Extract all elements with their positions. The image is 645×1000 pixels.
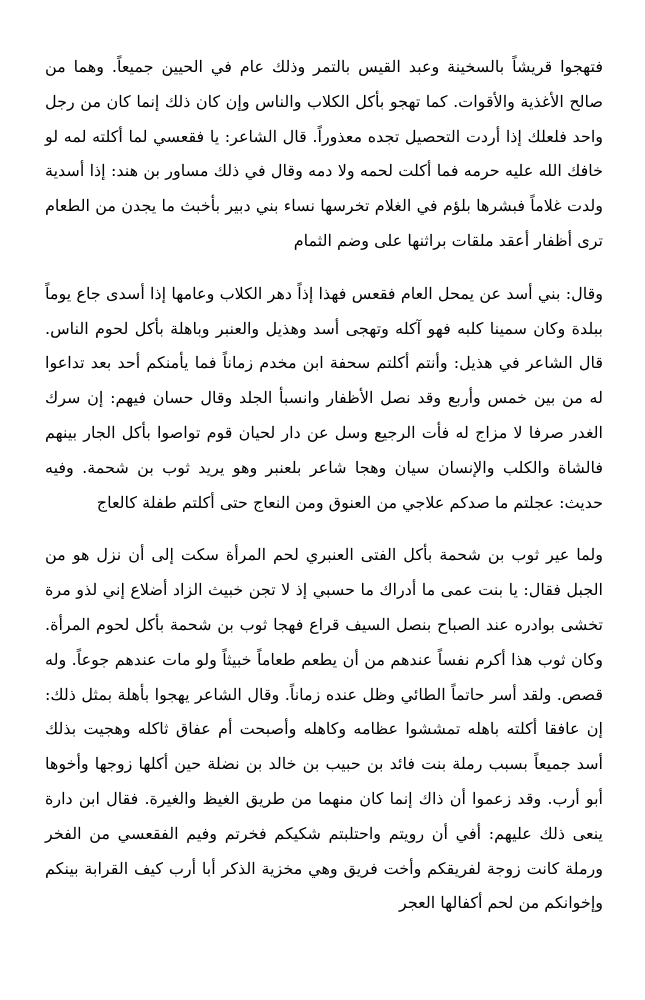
- paragraph-1: فتهجوا قريشاً بالسخينة وعبد القيس بالتمر وذلك عام في الحيين جميعاً. وهما من صالح الأغذية والأقوات. كما تهجو بأكل الكلاب والناس وإن كان ذلك إنما كان من رجل واحد فلعلك إذا أردت التحصيل تجده معذوراً. قال الشاعر: يا فقعسي لما أكلته لمه لو خافك الله عليه حرمه فما أكلت لحمه ولا دمه وقال في ذلك مساور بن هند: إذا أسدية ولدت غلاماً فبشرها بلؤم في الغلام تخرسها نساء بني دبير بأخبث ما يجدن من الطعام ترى أظفار أعقد ملقات براثنها على وضم الثمام: [45, 57, 604, 250]
- paragraph-3: ولما عير ثوب بن شحمة بأكل الفتى العنبري لحم المرأة سكت إلى أن نزل هو من الجبل فقال: يا بنت عمى ما أدراك ما حسبي إذ لا تجن خبيث الزاد أضلاع إني لذو مرة تخشى بوادره عند الصباح بنصل السيف قراع فهجا ثوب بن شحمة بأكل لحوم المرأة. وكان ثوب هذا أكرم نفساً عندهم من أن يطعم طعاماً خبيثاً ولو مات عندهم جوعاً. وله قصص. ولقد أسر حاتماً الطائي وظل عنده زماناً. وقال الشاعر يهجوا بأهلة بمثل ذلك: إن عافقا أكلته باهله تمششوا عظامه وكاهله وأصبحت أم عفاق ثاكله وهجيت بذلك أسد جميعاً بسبب رملة بنت فائد بن حبيب بن خالد بن نضلة حين أكلها زوجها وأخوها أبو أرب. وقد زعموا أن ذاك إنما كان منهما من طريق الغيظ والغيرة. فقال ابن دارة ينعى ذلك عليهم: أفي أن رويتم واحتلبتم شكيكم فخرتم وفيم الفقعسي من الفخر ورملة كانت زوجة لفريقكم وأخت فريق وهي مخزية الذكر أبا أرب كيف القرابة بينكم وإخوانكم من لحم أكفالها العجر: [45, 545, 604, 913]
- paragraph-2: وقال: بني أسد عن يمحل العام فقعس فهذا إذاً دهر الكلاب وعامها إذا أسدى جاع يوماً ببلدة وكان سمينا كلبه فهو آكله وتهجى أسد وهذيل والعنبر وباهلة بأكل لحوم الناس. قال الشاعر في هذيل: وأنتم أكلتم سحفة ابن مخدم زماناً فما يأمنكم أحد بعد تداعوا له من بين خمس وأربع وقد نصل الأظفار وانسبأ الجلد وقال حسان فيهم: إن سرك الغدر صرفا لا مزاج له فأت الرجيع وسل عن دار لحيان قوم تواصوا بأكل الجار بينهم فالشاة والكلب والإنسان سيان وهجا شاعر بلعنبر وهو يريد ثوب بن شحمة. وفيه حديث: عجلتم ما صدكم علاجي من العنوق ومن النعاج حتى أكلتم طفلة كالعاج: [45, 283, 603, 512]
